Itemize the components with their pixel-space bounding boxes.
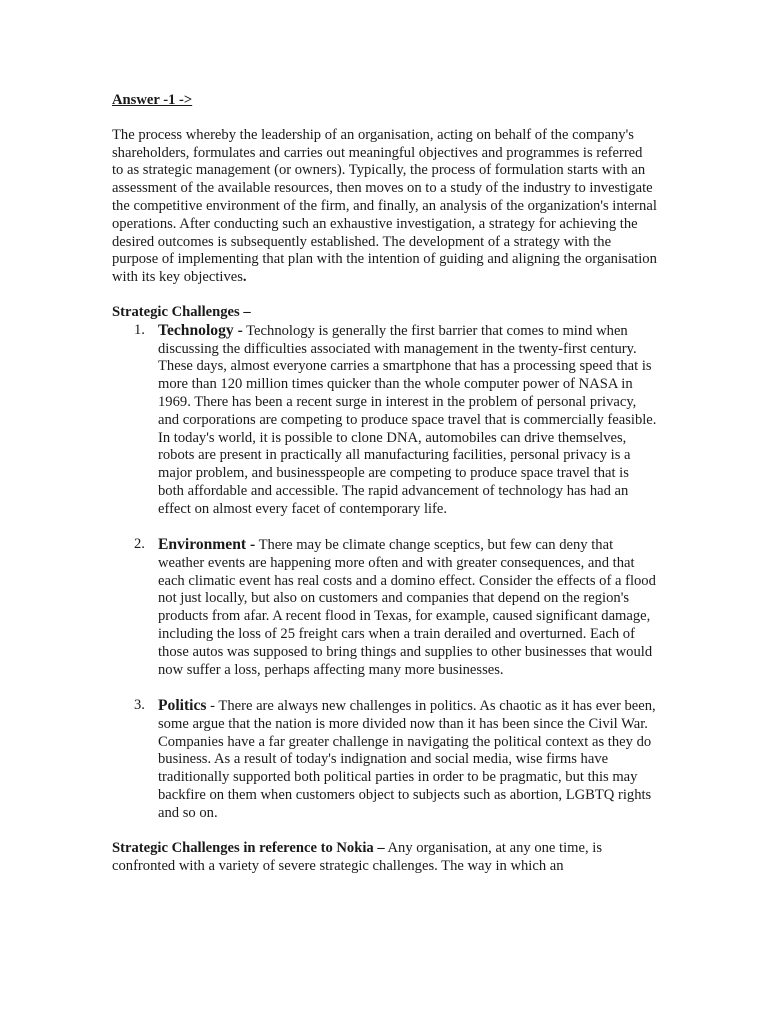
list-item-term: Environment - xyxy=(158,536,256,554)
list-item-term: Technology - xyxy=(158,321,243,339)
strategic-challenges-title: Strategic Challenges – xyxy=(112,303,251,320)
list-item-text: Technology is generally the first barrier that comes to mind when discussing the difficulties associated with management in the twenty-first century. These days, almost everyone carries a smartphone that has a processing speed that is more than 120 million times quicker than the whole computer power of NASA in 1969. There has been a recent surge in interest in the problem of personal privacy, and corporations are competing to produce space travel that is commercially feasible. In today's world, it is possible to clone DNA, automobiles can drive themselves, robots are present in practically all manufacturing facilities, personal privacy is a major problem, and businesspeople are competing to produce space travel that is both affordable and accessible. The rapid advancement of technology has had an effect on almost every facet of contemporary life. xyxy=(158,322,657,517)
challenges-list xyxy=(112,322,657,823)
list-item-environment xyxy=(112,536,657,679)
list-item-term: Politics xyxy=(158,696,207,714)
nokia-text: Any organisation, at any one time, is confronted with a variety of severe strategic challenges. The way in which an xyxy=(112,839,603,874)
list-item-number: 1. xyxy=(134,321,145,338)
answer-heading: Answer -1 -> xyxy=(112,92,193,108)
list-item-number: 3. xyxy=(134,696,145,713)
document-page xyxy=(112,92,657,893)
intro-text: The process whereby the leadership of an organisation, acting on behalf of the company's shareholders, formulates and carries out meaningful objectives and programmes is referred to as strategic management (or owners). Typically, the process of formulation starts with an assessment of the available resources, then moves on to a study of the industry to investigate the competitive environment of the firm, and finally, an analysis of the organization's internal operations. After conducting such an exhaustive investigation, a strategy for achieving the desired outcomes is subsequently established. The development of a strategy with the purpose of implementing that plan with the intention of guiding and aligning the organisation with its key objectives xyxy=(112,126,657,286)
intro-end-mark: . xyxy=(242,269,247,286)
list-item-number: 2. xyxy=(134,536,145,553)
list-item-text: There may be climate change sceptics, but few can deny that weather events are happening more often and with greater consequences, and that each climatic event has real costs and a domino effect. Consider the effects of a flood not just locally, but also on customers and companies that depend on the region's products from afar. A recent flood in Texas, for example, caused significant damage, including the loss of 25 freight cars when a train derailed and overturned. Each of those autos was supposed to bring things and supplies to other businesses that would now suffer a loss, perhaps affecting many more businesses. xyxy=(158,537,656,678)
list-item-text: - There are always new challenges in politics. As chaotic as it has ever been, some argue that the nation is more divided now than it has been since the Civil War. Companies have a far greater challenge in navigating the political context as they do business. As a result of today's indignation and social media, wise firms have traditionally supported both political parties in order to be pragmatic, but this may backfire on them when customers object to subjects such as abortion, LGBTQ rights and so on. xyxy=(158,697,656,821)
nokia-title: Strategic Challenges in reference to Nokia – xyxy=(112,839,385,856)
intro-paragraph xyxy=(112,127,657,287)
list-item-politics xyxy=(112,697,657,823)
nokia-paragraph xyxy=(112,840,657,876)
list-item-technology xyxy=(112,322,657,519)
